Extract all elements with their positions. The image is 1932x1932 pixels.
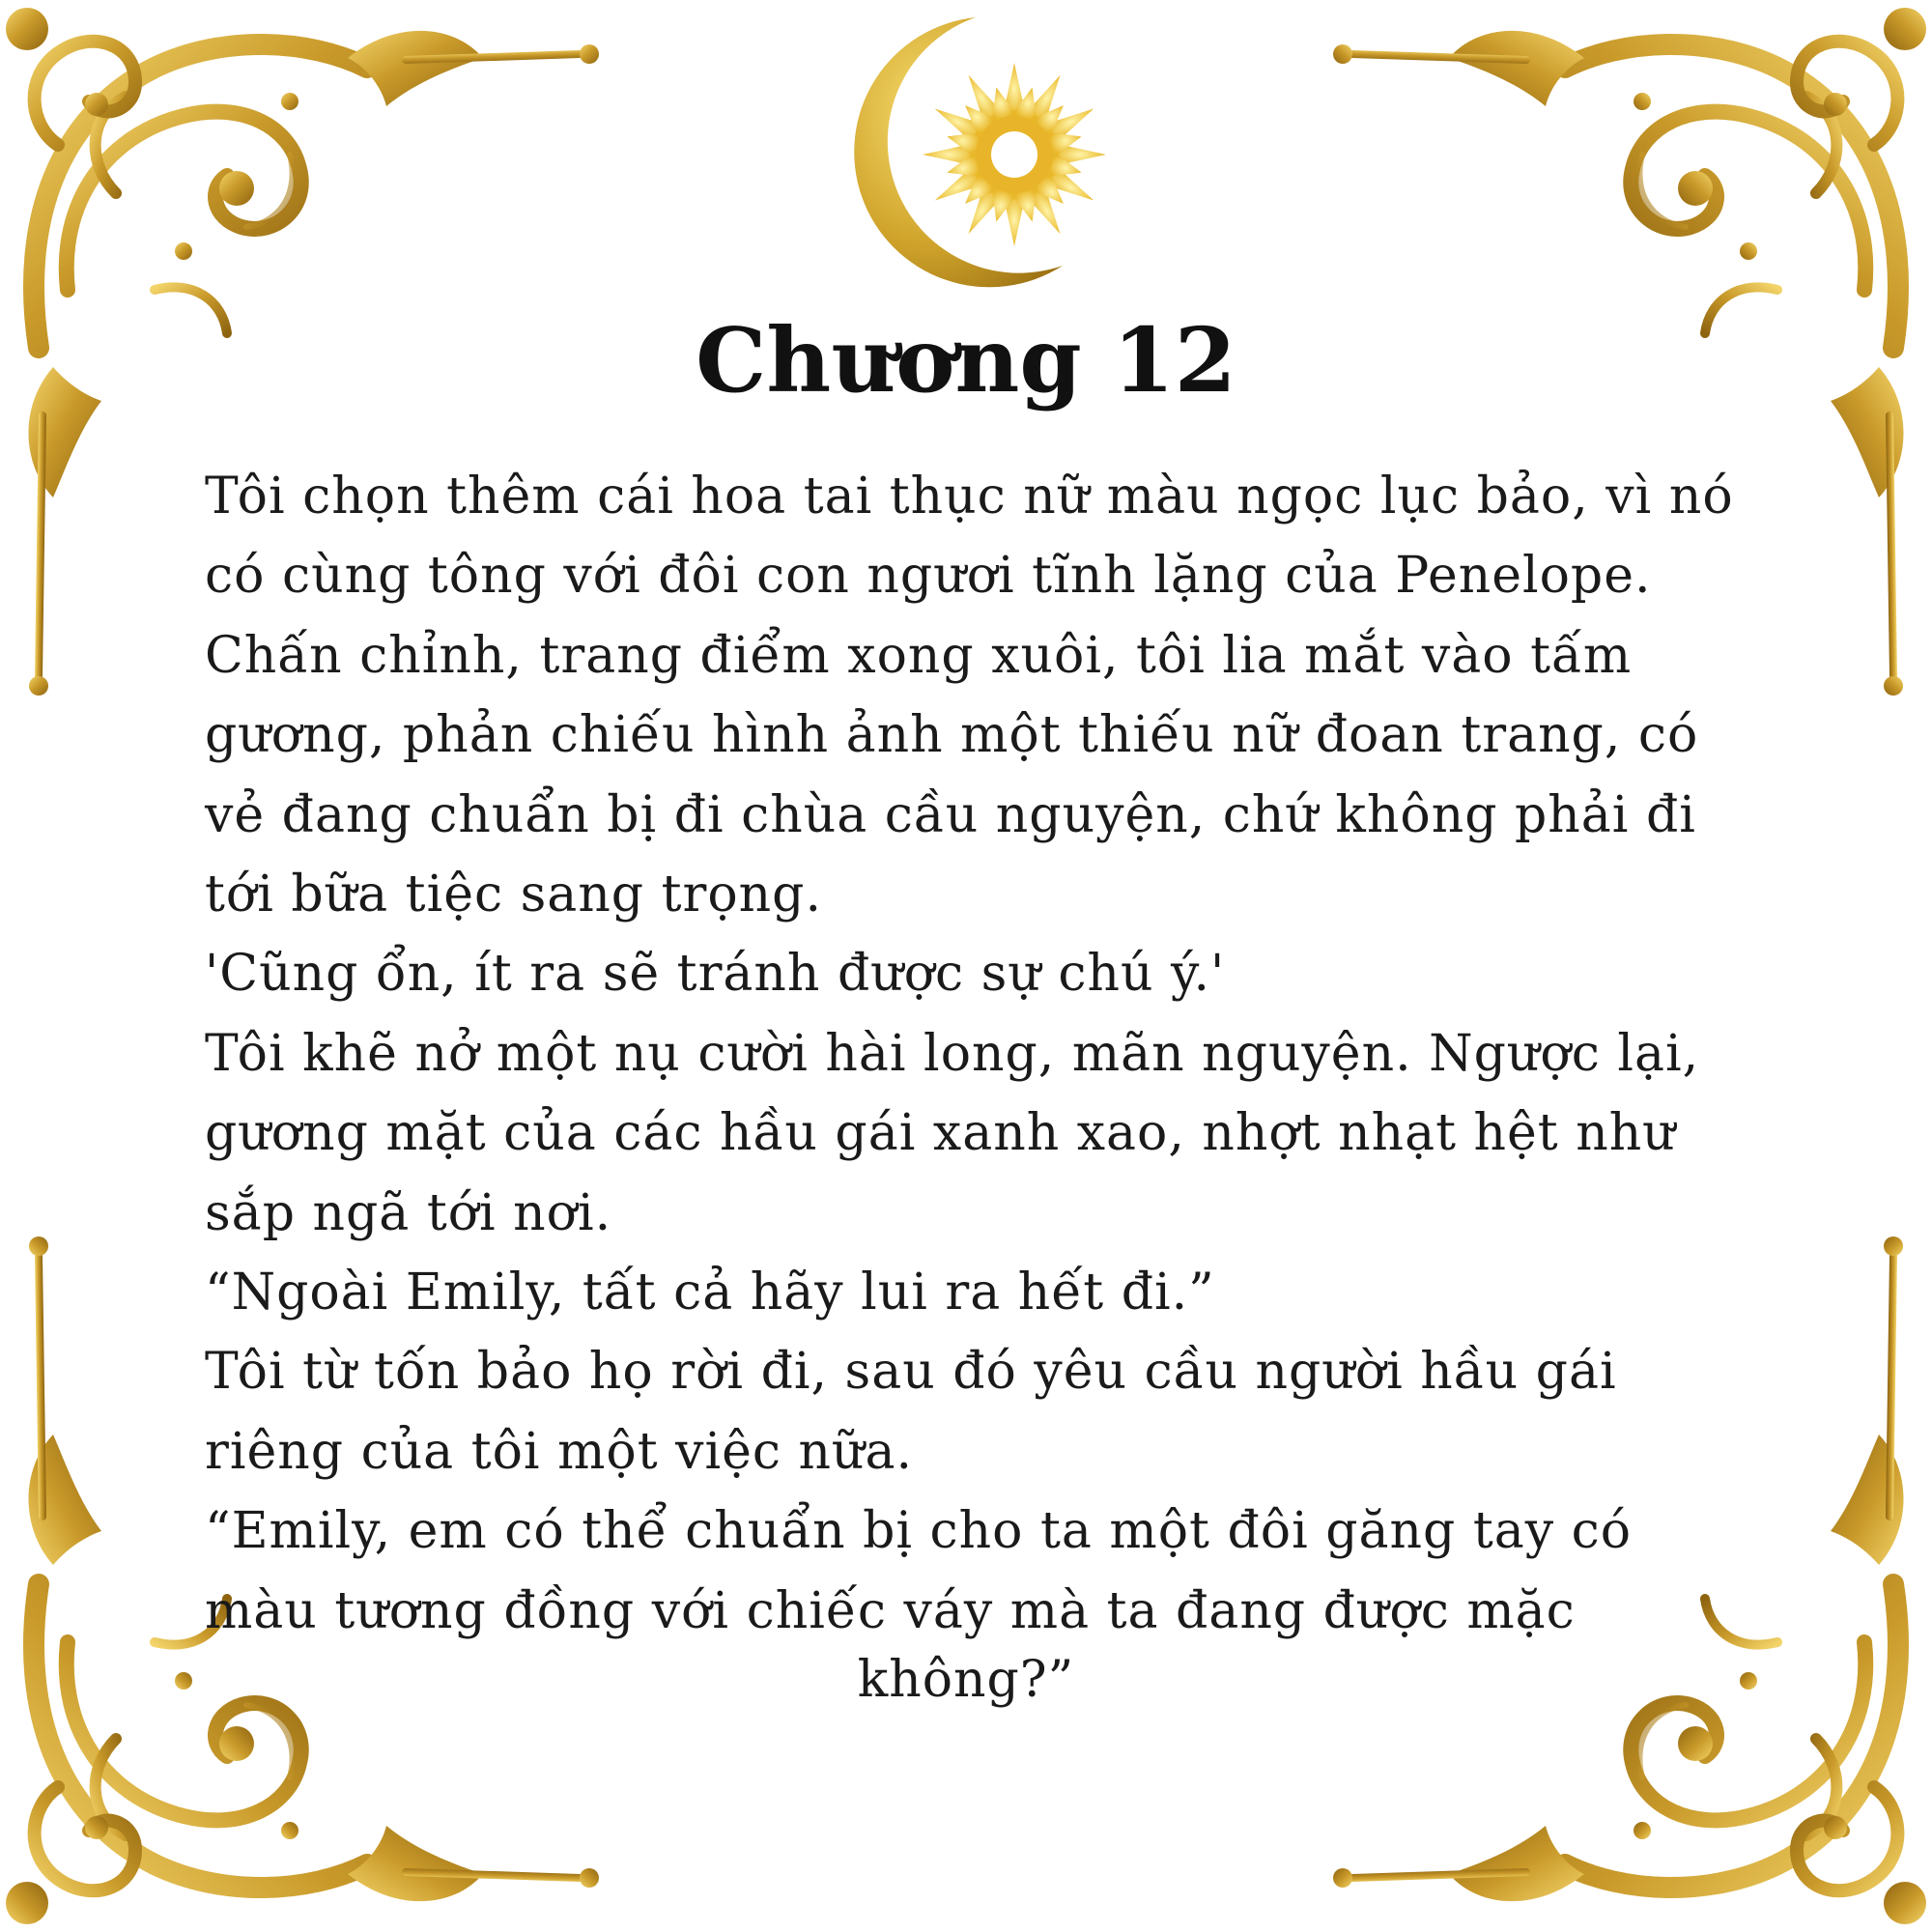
paragraph: “Emily, em có thể chuẩn bị cho ta một đôi găng tay có màu tương đồng với chiếc váy mà ta đang được mặc [205,1502,1633,1640]
paragraph: Tôi chọn thêm cái hoa tai thục nữ màu ngọc lục bảo, vì nó có cùng tông với đôi con ngươi tĩnh lặng của Penelope. [205,468,1734,606]
crescent-sun-icon [854,17,1106,287]
paragraph-ending: không?” [857,1651,1075,1710]
paragraph: 'Cũng ổn, ít ra sẽ tránh được sự chú ý.' [205,945,1226,1004]
paragraph: Tôi từ tốn bảo họ rời đi, sau đó yêu cầu người hầu gái riêng của tôi một việc nữa. [205,1343,1617,1481]
paragraph: Tôi khẽ nở một nụ cười hài long, mãn nguyện. Ngược lại, gương mặt của các hầu gái xanh xao, nhợt nhạt hệt như sắp ngã tới nơi. [205,1024,1700,1242]
paragraph: Chấn chỉnh, trang điểm xong xuôi, tôi lia mắt vào tấm gương, phản chiếu hình ảnh một thiếu nữ đoan trang, có vẻ đang chuẩn bị đi chùa cầu nguyện, chứ không phải đi tới bữa tiệc sang trọng. [205,626,1699,924]
chapter-body [205,457,1750,1709]
chapter-title: Chương 12 [696,308,1236,412]
paragraph: “Ngoài Emily, tất cả hãy lui ra hết đi.” [205,1264,1215,1322]
